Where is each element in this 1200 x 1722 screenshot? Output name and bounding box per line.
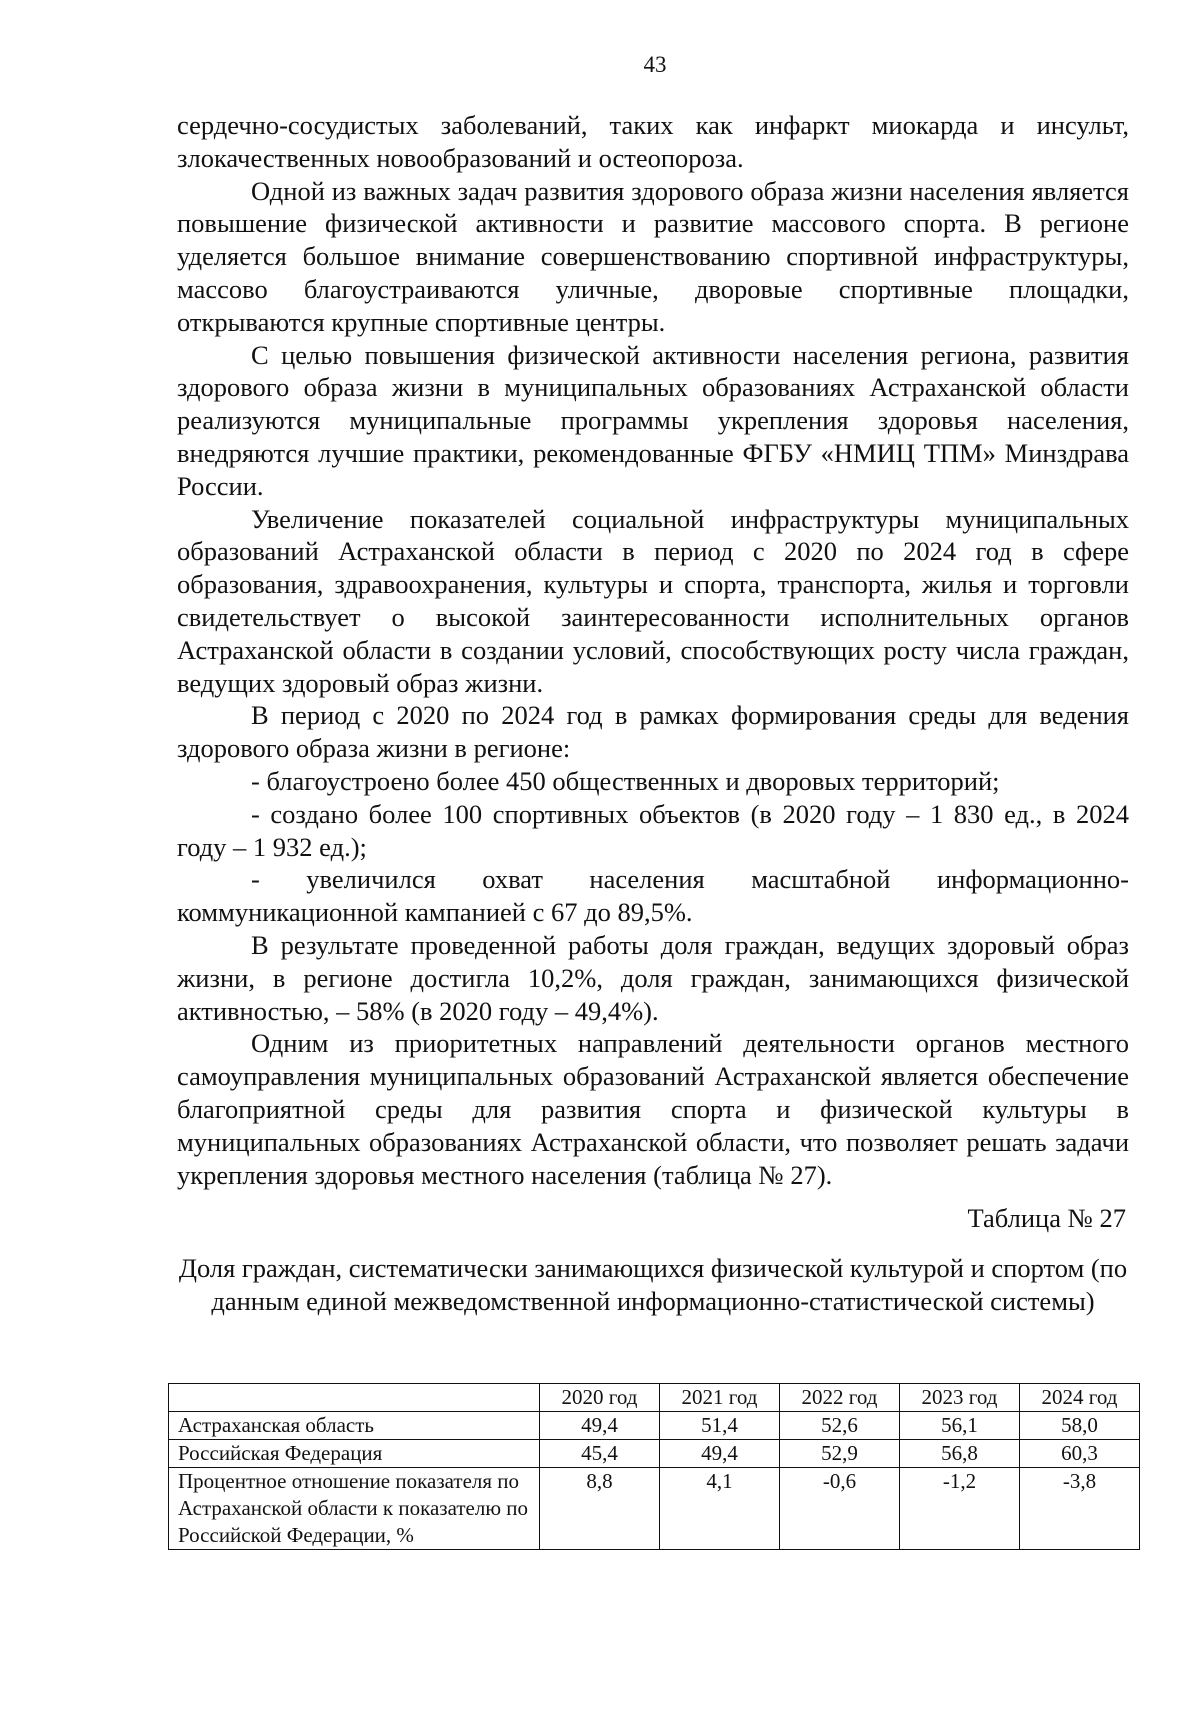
table-cell: -0,6	[780, 1468, 900, 1550]
table-header-row	[169, 1384, 1140, 1412]
data-table	[168, 1383, 1140, 1550]
table-cell: -1,2	[900, 1468, 1020, 1550]
table-cell: 8,8	[540, 1468, 660, 1550]
table-header-cell: 2022 год	[780, 1384, 900, 1412]
table-cell: 45,4	[540, 1440, 660, 1468]
table-caption: Доля граждан, систематически занимающихся физической культурой и спортом (по данным единой межведомственной информационно-статистической системы)	[178, 1253, 1128, 1316]
table-cell: -3,8	[1020, 1468, 1140, 1550]
list-item: - благоустроено более 450 общественных и дворовых территорий;	[251, 765, 1000, 796]
table-cell: 60,3	[1020, 1440, 1140, 1468]
table-header-cell	[169, 1384, 540, 1412]
table-header-cell: 2021 год	[660, 1384, 780, 1412]
list-item: - создано более 100 спортивных объектов (в 2020 году – 1 830 ед., в 2024 году – 1 932 ед.);	[177, 798, 1129, 862]
table-row	[169, 1412, 1140, 1440]
table-cell: 52,6	[780, 1412, 900, 1440]
table-cell: 51,4	[660, 1412, 780, 1440]
body-text	[177, 109, 1129, 1191]
table-header-cell: 2024 год	[1020, 1384, 1140, 1412]
paragraph: С целью повышения физической активности населения региона, развития здорового образа жизни в муниципальных образованиях Астраханской области реализуются муниципальные программы укрепления здоровья населения, внедряются лучшие практики, рекомендованные ФГБУ «НМИЦ ТПМ» Минздрава России.	[177, 339, 1129, 501]
table-number: Таблица № 27	[967, 1203, 1126, 1233]
paragraph: Одной из важных задач развития здорового образа жизни населения является повышение физической активности и развитие массового спорта. В регионе уделяется большое внимание совершенствованию спортивной инфраструктуры, массово благоустраиваются уличные, дворовые спортивные площадки, открываются крупные спортивные центры.	[177, 175, 1129, 337]
paragraph: В результате проведенной работы доля граждан, ведущих здоровый образ жизни, в регионе достигла 10,2%, доля граждан, занимающихся физической активностью, – 58% (в 2020 году – 49,4%).	[177, 929, 1129, 1026]
paragraph: В период с 2020 по 2024 год в рамках формирования среды для ведения здорового образа жизни в регионе:	[177, 700, 1129, 764]
table-row	[169, 1468, 1140, 1550]
list-item: - увеличился охват населения масштабной информационно-коммуникационной кампанией с 67 до 89,5%.	[177, 864, 1129, 928]
table-row	[169, 1440, 1140, 1468]
row-label: Российская Федерация	[169, 1440, 540, 1468]
paragraph: Увеличение показателей социальной инфраструктуры муниципальных образований Астраханской области в период с 2020 по 2024 год в сфере образования, здравоохранения, культуры и спорта, транспорта, жилья и торговли свидетельствует о высокой заинтересованности исполнительных органов Астраханской области в создании условий, способствующих росту числа граждан, ведущих здоровый образ жизни.	[177, 503, 1129, 698]
table-header-cell: 2020 год	[540, 1384, 660, 1412]
paragraph-continuation: сердечно-сосудистых заболеваний, таких как инфаркт миокарда и инсульт, злокачественных новообразований и остеопороза.	[177, 110, 1129, 173]
page-number: 43	[643, 52, 667, 77]
paragraph: Одним из приоритетных направлений деятельности органов местного самоуправления муниципальных образований Астраханской является обеспечение благоприятной среды для развития спорта и физической культуры в муниципальных образованиях Астраханской области, что позволяет решать задачи укрепления здоровья местного населения (таблица № 27).	[177, 1028, 1129, 1190]
table-cell: 56,1	[900, 1412, 1020, 1440]
table-cell: 49,4	[540, 1412, 660, 1440]
row-label: Процентное отношение показателя по Астраханской области к показателю по Российской Федерации, %	[169, 1468, 540, 1550]
table-header-cell: 2023 год	[900, 1384, 1020, 1412]
table-cell: 52,9	[780, 1440, 900, 1468]
table-cell: 49,4	[660, 1440, 780, 1468]
table-cell: 4,1	[660, 1468, 780, 1550]
table-cell: 58,0	[1020, 1412, 1140, 1440]
row-label: Астраханская область	[169, 1412, 540, 1440]
table-cell: 56,8	[900, 1440, 1020, 1468]
